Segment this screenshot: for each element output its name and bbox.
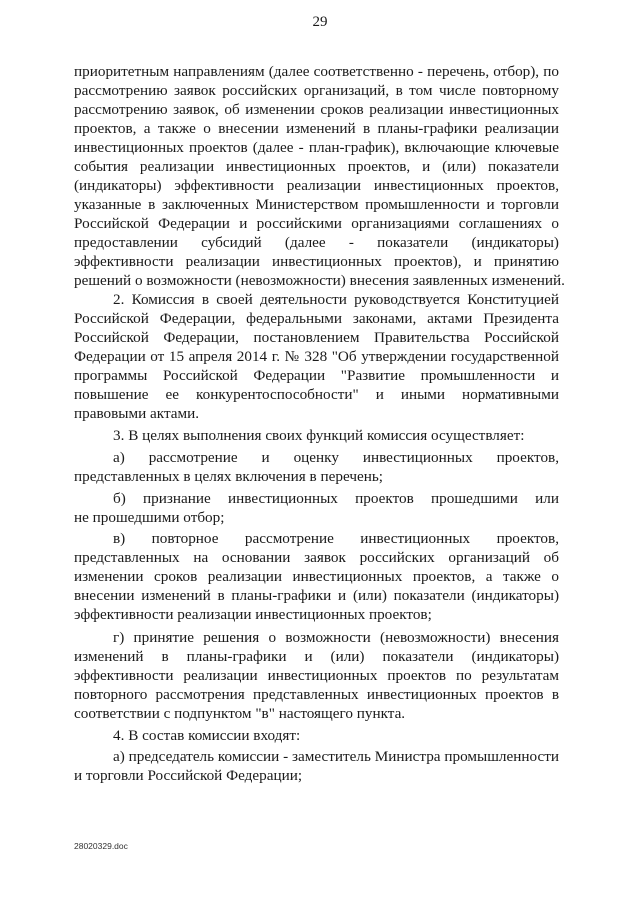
- text-line: соответствии с подпунктом "в" настоящего пункта.: [74, 705, 406, 722]
- text-line: решений о возможности (невозможности) внесения заявленных изменений.: [74, 272, 565, 289]
- text-line: 2. Комиссия в своей деятельности руководствуется Конституцией: [113, 291, 559, 308]
- footer-file-code: 28020329.doc: [74, 841, 128, 851]
- text-line: не прошедшими отбор;: [74, 509, 225, 526]
- text-line: представленных на основании заявок российских организаций об: [74, 549, 559, 566]
- text-line: указанные в заключенных Министерством промышленности и торговли: [74, 196, 559, 213]
- text-line: повторного рассмотрения представленных инвестиционных проектов в: [74, 686, 559, 703]
- text-line: программы Российской Федерации "Развитие промышленности и: [74, 367, 559, 384]
- text-line: события реализации инвестиционных проектов, и (или) показатели: [74, 158, 559, 175]
- text-line: изменении сроков реализации инвестиционных проектов, а также о: [74, 568, 559, 585]
- page-number: 29: [312, 14, 328, 30]
- text-line: Российской Федерации и российскими организациями соглашениях о: [74, 215, 559, 232]
- text-line: правовыми актами.: [74, 405, 200, 422]
- text-line: рассмотрению заявок российских организаций, в том числе повторному: [74, 82, 559, 99]
- text-line: а) председатель комиссии - заместитель Министра промышленности: [113, 748, 559, 765]
- text-line: внесении изменений в планы-графики и (или) показатели (индикаторы): [74, 587, 559, 604]
- text-line: изменений в планы-графики и (или) показатели (индикаторы): [74, 648, 559, 665]
- text-line: (индикаторы) эффективности реализации инвестиционных проектов,: [74, 177, 559, 194]
- text-line: в) повторное рассмотрение инвестиционных проектов,: [113, 530, 559, 547]
- text-line: Российской Федерации, постановлением Правительства Российской: [74, 329, 559, 346]
- text-line: эффективности реализации инвестиционных проектов по результатам: [74, 667, 559, 684]
- text-line: рассмотрению заявок, об изменении сроков реализации инвестиционных: [74, 101, 559, 118]
- text-line: инвестиционных проектов (далее - план-график), включающие ключевые: [74, 139, 559, 156]
- text-line: 3. В целях выполнения своих функций комиссия осуществляет:: [113, 427, 525, 444]
- text-line: приоритетным направлениям (далее соответственно - перечень, отбор), по: [74, 63, 559, 80]
- text-line: представленных в целях включения в перечень;: [74, 468, 383, 485]
- text-line: 4. В состав комиссии входят:: [113, 727, 301, 744]
- text-line: повышение ее конкурентоспособности" и иными нормативными: [74, 386, 559, 403]
- text-line: а) рассмотрение и оценку инвестиционных проектов,: [113, 449, 559, 466]
- text-line: б) признание инвестиционных проектов прошедшими или: [113, 490, 559, 507]
- text-line: предоставлении субсидий (далее - показатели (индикаторы): [74, 234, 559, 251]
- text-line: и торговли Российской Федерации;: [74, 767, 303, 784]
- text-line: Федерации от 15 апреля 2014 г. № 328 "Об утверждении государственной: [74, 348, 559, 365]
- text-line: г) принятие решения о возможности (невозможности) внесения: [113, 629, 559, 646]
- text-line: эффективности реализации инвестиционных проектов), и принятию: [74, 253, 559, 270]
- text-line: эффективности реализации инвестиционных проектов;: [74, 606, 432, 623]
- text-line: Российской Федерации, федеральными законами, актами Президента: [74, 310, 559, 327]
- text-line: проектов, а также о внесении изменений в планы-графики реализации: [74, 120, 559, 137]
